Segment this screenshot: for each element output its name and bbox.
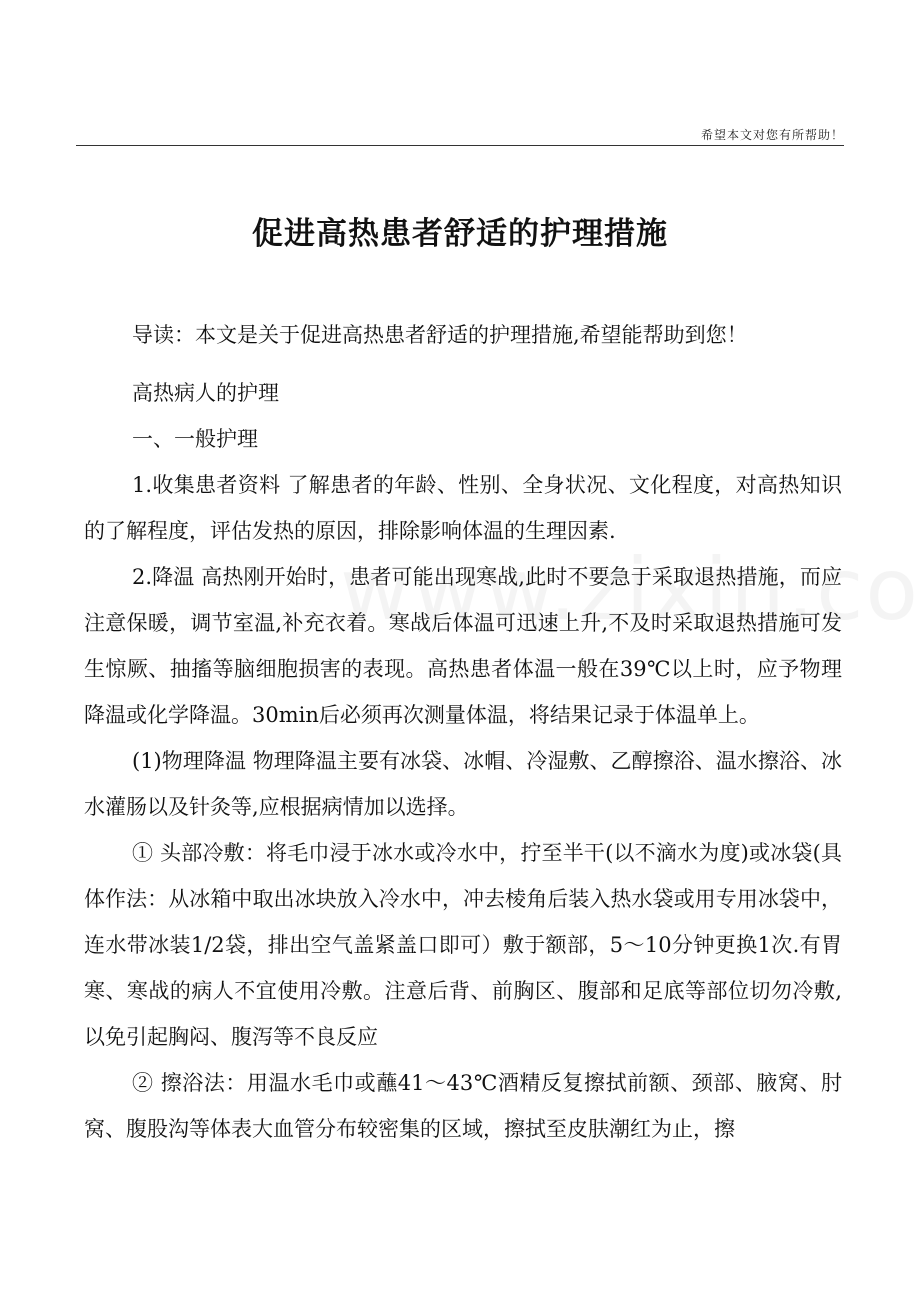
paragraph-cooling: 2.降温 高热刚开始时，患者可能出现寒战,此时不要急于采取退热措施，而应注意保暖，调节室温,补充衣着。寒战后体温可迅速上升,不及时采取退热措施可发生惊厥、抽搐等脑细胞损害的表现。高热患者体温一般在39℃以上时，应予物理降温或化学降温。30min后必须再次测量体温，将结果记录于体温单上。 bbox=[84, 565, 842, 727]
paragraph-sponge-bath: ② 擦浴法：用温水毛巾或蘸41～43℃酒精反复擦拭前额、颈部、腋窝、肘窝、腹股沟等体表大血管分布较密集的区域，擦拭至皮肤潮红为止，擦 bbox=[84, 1071, 842, 1141]
header-note: 希望本文对您有所帮助！ bbox=[700, 128, 844, 142]
header-divider bbox=[76, 145, 844, 146]
document-body bbox=[84, 312, 842, 1152]
paragraph-head-cold-compress: ① 头部冷敷：将毛巾浸于冰水或冷水中，拧至半干(以不滴水为度)或冰袋(具体作法：从冰箱中取出冰块放入冷水中，冲去棱角后装入热水袋或用专用冰袋中，连水带冰装1/2袋，排出空气盖紧盖口即可）敷于额部，5～10分钟更换1次.有胃寒、寒战的病人不宜使用冷敷。注意后背、前胸区、腹部和足底等部位切勿冷敷,以免引起胸闷、腹泻等不良反应 bbox=[84, 841, 842, 1049]
subsection-heading: 一、一般护理 bbox=[132, 427, 258, 451]
intro-paragraph: 导读：本文是关于促进高热患者舒适的护理措施,希望能帮助到您！ bbox=[132, 323, 748, 347]
paragraph-physical-cooling: (1)物理降温 物理降温主要有冰袋、冰帽、冷湿敷、乙醇擦浴、温水擦浴、冰水灌肠以及针灸等,应根据病情加以选择。 bbox=[84, 749, 842, 819]
section-heading: 高热病人的护理 bbox=[132, 381, 279, 405]
document-title: 促进高热患者舒适的护理措施 bbox=[252, 216, 668, 252]
paragraph-collect-data: 1.收集患者资料 了解患者的年龄、性别、全身状况、文化程度，对高热知识的了解程度，评估发热的原因，排除影响体温的生理因素. bbox=[84, 473, 842, 543]
